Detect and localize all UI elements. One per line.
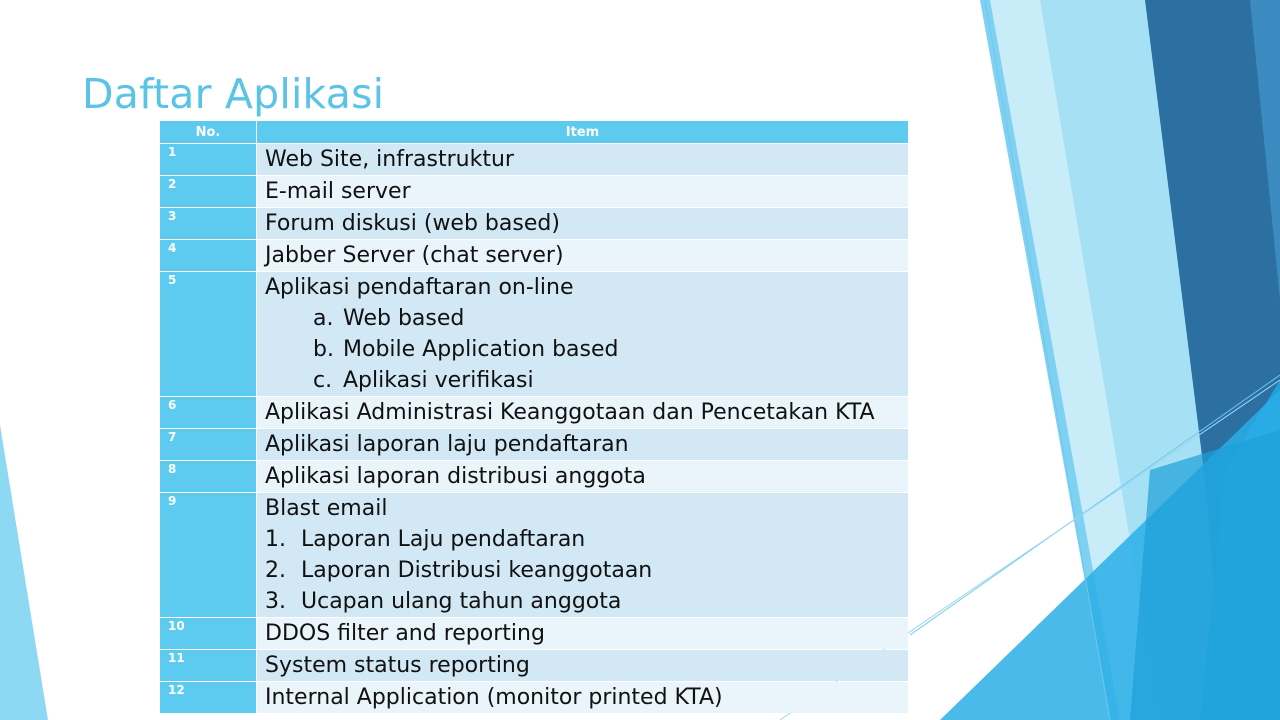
- row-number: 2: [160, 176, 257, 207]
- application-table: [160, 120, 908, 714]
- table-row: [160, 682, 908, 713]
- row-number: 4: [160, 240, 257, 271]
- row-number: 12: [160, 682, 257, 713]
- row-item: [257, 618, 908, 649]
- table-row: [160, 144, 908, 175]
- table-row: [160, 176, 908, 207]
- row-number: 3: [160, 208, 257, 239]
- row-item: [257, 208, 908, 239]
- sub-item-label: 2.: [265, 558, 286, 583]
- sub-item-text: Laporan Distribusi keanggotaan: [301, 558, 653, 583]
- sub-item-text: Aplikasi verifikasi: [343, 368, 534, 393]
- sub-item: [265, 586, 908, 617]
- item-text: Internal Application (monitor printed KTA): [265, 685, 723, 710]
- item-text: Aplikasi Administrasi Keanggotaan dan Pencetakan KTA: [265, 400, 875, 425]
- sub-item-text: Mobile Application based: [343, 337, 619, 362]
- item-text: Web Site, infrastruktur: [265, 147, 514, 172]
- row-number: 1: [160, 144, 257, 175]
- sub-item-label: a.: [313, 306, 334, 331]
- sub-item-text: Laporan Laju pendaftaran: [301, 527, 586, 552]
- table-row: [160, 461, 908, 492]
- table-row: [160, 618, 908, 649]
- row-number: 11: [160, 650, 257, 681]
- item-text: Aplikasi pendaftaran on-line: [265, 275, 574, 300]
- sub-item: [265, 303, 908, 334]
- sub-item-text: Web based: [343, 306, 465, 331]
- item-text: Aplikasi laporan distribusi anggota: [265, 464, 646, 489]
- sub-item-label: b.: [313, 337, 334, 362]
- row-item: [257, 397, 908, 428]
- sub-item: [265, 555, 908, 586]
- row-number: 9: [160, 493, 257, 617]
- sub-item: [265, 334, 908, 365]
- table-header-row: [160, 121, 908, 143]
- item-text: DDOS filter and reporting: [265, 621, 545, 646]
- item-text: Jabber Server (chat server): [265, 243, 564, 268]
- row-item: [257, 176, 908, 207]
- row-item: [257, 493, 908, 617]
- table-row: [160, 397, 908, 428]
- row-number: 10: [160, 618, 257, 649]
- sub-item: [265, 365, 908, 396]
- column-header-no: No.: [160, 121, 257, 143]
- sub-item-text: Ucapan ulang tahun anggota: [301, 589, 622, 614]
- row-item: [257, 682, 908, 713]
- sub-item-label: 1.: [265, 527, 286, 552]
- row-item: [257, 240, 908, 271]
- table-row: [160, 272, 908, 396]
- column-header-item: Item: [257, 121, 908, 143]
- row-item: [257, 461, 908, 492]
- item-text: Forum diskusi (web based): [265, 211, 560, 236]
- table-row: [160, 429, 908, 460]
- table-row: [160, 493, 908, 617]
- item-text: System status reporting: [265, 653, 530, 678]
- item-text: Aplikasi laporan laju pendaftaran: [265, 432, 629, 457]
- row-item: [257, 429, 908, 460]
- row-number: 6: [160, 397, 257, 428]
- row-number: 8: [160, 461, 257, 492]
- row-item: [257, 650, 908, 681]
- table-row: [160, 208, 908, 239]
- sub-item: [265, 524, 908, 555]
- sub-item-label: 3.: [265, 589, 286, 614]
- row-number: 5: [160, 272, 257, 396]
- sub-item-label: c.: [313, 368, 333, 393]
- row-item: [257, 272, 908, 396]
- slide-title: Daftar Aplikasi: [82, 70, 385, 118]
- row-item: [257, 144, 908, 175]
- table-row: [160, 240, 908, 271]
- item-text: Blast email: [265, 496, 388, 521]
- item-text: E-mail server: [265, 179, 411, 204]
- row-number: 7: [160, 429, 257, 460]
- table-row: [160, 650, 908, 681]
